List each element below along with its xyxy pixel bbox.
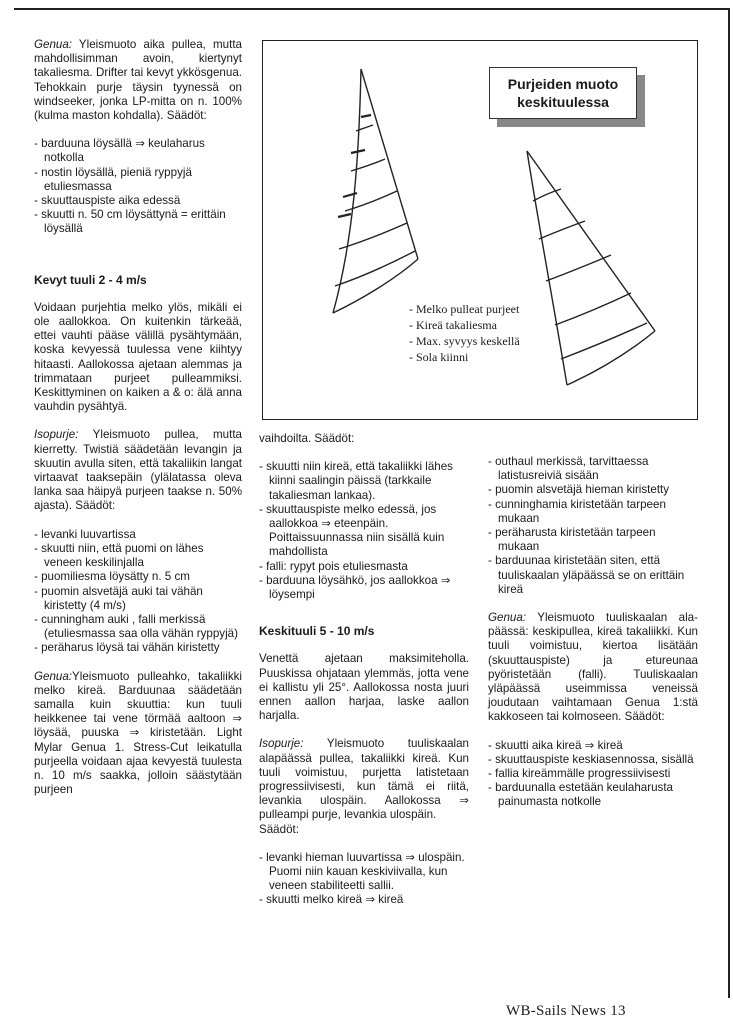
list-item: - skuutti niin kireä, että takaliikki lähes kiinni saalingin päissä (tarkkaile takaliesman lankaa). — [259, 460, 469, 503]
list-item: - barduuna löysähkö, jos aallokkoa ⇒ löysempi — [259, 574, 469, 602]
column-middle — [259, 432, 469, 908]
mainsail-light-paragraph — [34, 428, 242, 513]
list-item: - levanki luuvartissa — [34, 528, 242, 542]
list-item: - skuutti aika kireä ⇒ kireä — [488, 739, 698, 753]
genua-light-paragraph-2 — [34, 670, 242, 798]
list-item: - skuuttauspiste keskiasennossa, sisällä — [488, 753, 698, 767]
genua-text: Yleismuoto pulleahko, takaliikki melko kireä. Barduunaa säädetään samalla kuin skuuttia: kun tuuli heikkenee tai vene törmää aaltoon ⇒ löysää, puuska ⇒ kiristetään. Light Mylar Genua 1. Stress-Cut leikatulla purjeella voidaan ajaa kevyestä tuulesta n. 10 m/s saakka, jolloin säästytään purjeen — [34, 669, 242, 797]
sail-right — [527, 151, 655, 385]
genua-settings-list — [34, 137, 242, 236]
list-item: - peräharusta kiristetään tarpeen mukaan — [488, 526, 698, 554]
mainsail-settings-list-2 — [259, 851, 469, 908]
genua-settings-list-3 — [488, 739, 698, 810]
list-item: - skuutti melko kireä ⇒ kireä — [259, 893, 469, 907]
list-item: - cunningham auki , falli merkissä (etuliesmassa saa olla vähän ryppyjä) — [34, 613, 242, 641]
list-item: - skuutti niin, että puomi on lähes veneen keskilinjalla — [34, 542, 242, 570]
column-right — [488, 455, 698, 810]
list-item: - puomin alsvetäjä hieman kiristetty — [488, 483, 698, 497]
figure-notes — [409, 301, 520, 365]
mainsail-medium-paragraph — [259, 737, 469, 822]
genua-label: Genua: — [34, 38, 73, 51]
figure-note: - Melko pulleat purjeet — [409, 301, 520, 317]
list-item: - barduunaa kiristetään siten, että tuuliskaalan yläpäässä se on erittäin kireä — [488, 554, 698, 597]
list-item: - fallia kireämmälle progressiivisesti — [488, 767, 698, 781]
list-item: - puomiliesma löysätty n. 5 cm — [34, 570, 242, 584]
settings-label: Säädöt: — [259, 822, 299, 836]
figure-title: Purjeiden muoto keskituulessa — [489, 67, 637, 119]
list-item: - nostin löysällä, pieniä ryppyjä etuliesmassa — [34, 166, 242, 194]
list-item: - outhaul merkissä, tarvittaessa latistusreiviä sisään — [488, 455, 698, 483]
figure-note: - Max. syvyys keskellä — [409, 333, 520, 349]
genua-label: Genua: — [34, 669, 73, 683]
genua-text: Yleismuoto aika pullea, mutta mahdollisimman avoin, kiertynyt takaliesma. Drifter tai kevyt ykkösgenua. Tehokkain purje täysin tyynessä on windseeker, jonka LP-mitta on n. 100% (kulma maston kohdalla). Säädöt: — [34, 38, 242, 123]
genua-settings-list-2 — [259, 460, 469, 602]
list-item: - falli: rypyt pois etuliesmasta — [259, 560, 469, 574]
mainsail-text: Yleismuoto pullea, mutta kierretty. Twistiä säädetään levangin ja skuutin avulla siten, että takaliikin langat virtaavat taaksepäin (ylälatassa oleva lanka saa häipyä purjeen taakse n. 50% ajasta). Säädöt: — [34, 428, 242, 513]
medium-wind-paragraph: Venettä ajetaan maksimiteholla. Puuskissa ohjataan ylemmäs, jotta vene ei kallistu yli 25°. Aallokossa nosta juuri ennen aallon harjaa, laske aallon harjalla. — [259, 652, 469, 723]
genua-medium-paragraph — [488, 611, 698, 725]
mainsail-label: Isopurje: — [259, 737, 304, 751]
page-footer: WB-Sails News 13 — [506, 1003, 626, 1019]
list-item: - barduuna löysällä ⇒ keulaharus notkolla — [34, 137, 242, 165]
list-item: - skuutti n. 50 cm löysättynä = erittäin löysällä — [34, 208, 242, 236]
list-item: - barduunalla estetään keulaharusta painumasta notkolle — [488, 781, 698, 809]
genua-label: Genua: — [488, 611, 527, 625]
list-item: - skuuttauspiste melko edessä, jos aallokkoa ⇒ eteenpäin. Poittaissuunnassa niin sisällä kuin mahdollista — [259, 503, 469, 560]
sail-left — [333, 69, 418, 313]
column-left — [34, 38, 242, 797]
mainsail-label: Isopurje: — [34, 428, 79, 442]
sail-shape-figure — [262, 40, 698, 420]
list-item: - cunninghamia kiristetään tarpeen mukaan — [488, 498, 698, 526]
list-item: - skuuttauspiste aika edessä — [34, 194, 242, 208]
list-item: - peräharus löysä tai vähän kiristetty — [34, 641, 242, 655]
figure-note: - Sola kiinni — [409, 349, 520, 365]
mainsail-text: Yleismuoto tuuliskaalan alapäässä pullea, takaliikki kireä. Kun tuuli voimistuu, purjetta latistetaan progressiivisesti, kun tämä ei riitä, levankia ulospäin. Aallokossa ⇒ pulleampi purje, levankia ulospäin. — [259, 737, 469, 822]
list-item: - puomin alsvetäjä auki tai vähän kiristetty (4 m/s) — [34, 585, 242, 613]
section-heading-medium-wind: Keskituuli 5 - 10 m/s — [259, 624, 375, 639]
figure-note: - Kireä takaliesma — [409, 317, 520, 333]
list-item: - levanki hieman luuvartissa ⇒ ulospäin. Puomi niin kauan keskiviivalla, kun veneen stabiliteetti sallii. — [259, 851, 469, 894]
section-heading-light-wind: Kevyt tuuli 2 - 4 m/s — [34, 272, 147, 287]
light-wind-paragraph: Voidaan purjehtia melko ylös, mikäli ei ole aallokkoa. On kuitenkin tärkeää, ettei vauhti pääse välillä pysähtymään, koska kevyessä tuulessa vene kiihtyy hitaasti. Aallokossa ajetaan alemmas ja trimmataan purjeet pulleammiksi. Keskittyminen on kaiken a & o: älä anna vauhdin pysähtyä. — [34, 300, 242, 414]
continuation-text: vaihdoilta. Säädöt: — [259, 432, 355, 445]
genua-text: Yleismuoto tuuliskaalan ala-päässä: keskipullea, kireä takaliikki. Kun tuuli voimistuu, kiertoa lisätään (skuuttauspiste) ja etureunaa pyöristetään (falli). Tuuliskaalan yläpäässä useimmissa veneissä joudutaan vaihtamaan Genua 1:stä kakkoseen tai kolmoseen. Säädöt: — [488, 611, 698, 724]
genua-light-paragraph — [34, 38, 242, 123]
mainsail-settings-list-3 — [488, 455, 698, 597]
mainsail-settings-list — [34, 528, 242, 656]
